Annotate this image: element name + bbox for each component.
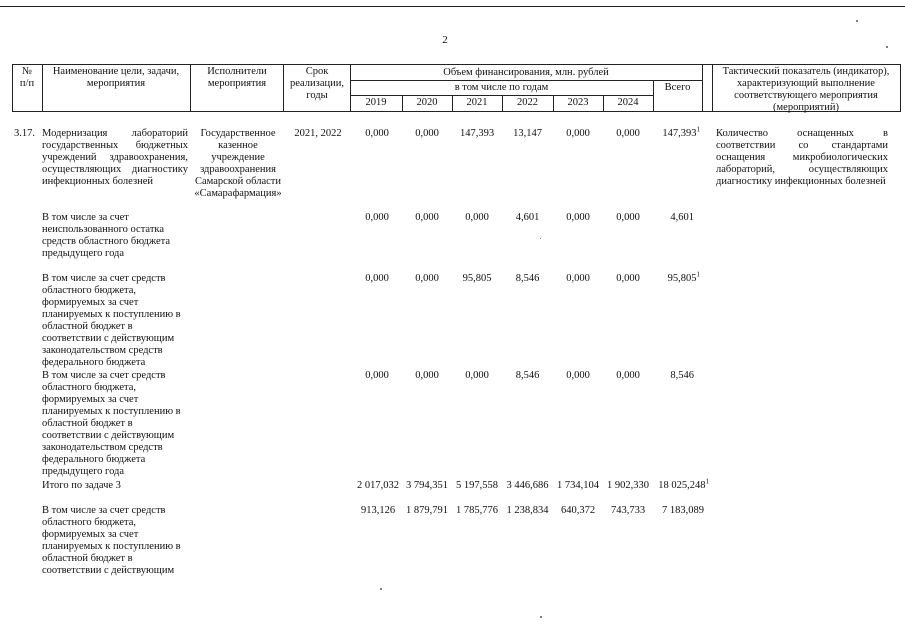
row-name: В том числе за счет средств областного бюджета, формируемых за счет планируемых к поступлению в областной бюджет в соответствии с действующим <box>42 505 181 576</box>
scan-speck <box>540 238 541 239</box>
row-name: Итого по задаче 3 <box>42 480 121 491</box>
header-num: № п/п <box>19 66 35 89</box>
row-indicator: Количество оснащенных в соответствии со стандартами оснащения микробиологических лабораторий, осуществляющих диагностику инфекционных болезней <box>716 128 888 187</box>
value-total: 8,546 <box>670 370 694 381</box>
value-2024: 0,000 <box>616 273 640 284</box>
value-total: 147,393$^1$ <box>662 125 700 139</box>
value-2023: 0,000 <box>566 370 590 381</box>
value-2024: 0,000 <box>616 212 640 223</box>
header-by-years: в том числе по годам <box>454 82 549 93</box>
value-2022: 8,546 <box>515 370 540 381</box>
header-year-2024: 2024 <box>617 97 639 108</box>
value-2021: 95,805 <box>462 273 492 284</box>
value-2023: 0,000 <box>566 273 590 284</box>
header-year-2019: 2019 <box>365 97 387 108</box>
value-2020: 0,000 <box>415 128 439 139</box>
value-2019: 0,000 <box>365 370 389 381</box>
value-2019: 0,000 <box>365 212 389 223</box>
row-name: В том числе за счет неиспользованного остатка средств областного бюджета предыдущего года <box>42 212 171 259</box>
header-name: Наименование цели, задачи, мероприятия <box>52 66 180 89</box>
header-executors: Исполнители мероприятия <box>207 66 267 89</box>
value-2023: 640,372 <box>560 505 596 516</box>
header-term: Срок реализации, годы <box>290 66 344 101</box>
page-number: 2 <box>442 34 448 46</box>
value-2019: 0,000 <box>365 273 389 284</box>
value-2021: 1 785,776 <box>456 505 498 516</box>
value-2019: 913,126 <box>360 505 396 516</box>
value-2023: 1 734,104 <box>557 480 599 491</box>
value-2021: 0,000 <box>465 370 489 381</box>
header-year-2023: 2023 <box>567 97 589 108</box>
value-2022: 8,546 <box>515 273 540 284</box>
header-total: Всего <box>664 82 691 93</box>
value-2022: 3 446,686 <box>506 480 549 491</box>
value-2020: 0,000 <box>415 273 439 284</box>
value-2024: 0,000 <box>616 370 640 381</box>
header-year-2021: 2021 <box>466 97 488 108</box>
value-2020: 3 794,351 <box>406 480 448 491</box>
value-2024: 0,000 <box>616 128 640 139</box>
scan-speck <box>856 20 858 22</box>
scan-speck <box>540 616 542 618</box>
row-name: В том числе за счет средств областного бюджета, формируемых за счет планируемых к поступлению в областной бюджет в соответствии с действующим законодательством средств федерального бюджета <box>42 273 181 368</box>
top-border <box>0 6 905 7</box>
value-total: 4,601 <box>670 212 694 223</box>
value-2021: 147,393 <box>459 128 495 139</box>
scan-speck <box>380 588 382 590</box>
value-2020: 0,000 <box>415 212 439 223</box>
row-executor: Государственное казенное учреждение здравоохранения Самарской области «Самарафармация» <box>194 128 282 199</box>
row-term: 2021, 2022 <box>294 128 342 139</box>
value-2021: 0,000 <box>465 212 489 223</box>
header-volume: Объем финансирования, млн. рублей <box>443 67 609 78</box>
scan-speck <box>886 46 888 48</box>
header-year-2022: 2022 <box>517 97 538 108</box>
value-total: 95,805$^1$ <box>667 270 700 284</box>
value-2020: 0,000 <box>415 370 439 381</box>
header-year-2020: 2020 <box>416 97 438 108</box>
row-name: Модернизация лабораторий государственных бюджетных учреждений здравоохранения, осуществляющих диагностику инфекционных болезней <box>42 128 188 187</box>
value-2024: 1 902,330 <box>607 480 649 491</box>
value-total: 18 025,248$^1$ <box>658 477 709 491</box>
row-num: 3.17. <box>14 128 35 139</box>
value-2020: 1 879,791 <box>406 505 448 516</box>
value-2023: 0,000 <box>566 212 590 223</box>
value-2024: 743,733 <box>610 505 646 516</box>
value-2022: 13,147 <box>513 128 542 139</box>
value-2019: 0,000 <box>365 128 389 139</box>
header-indicator: Тактический показатель (индикатор), характеризующий выполнение соответствующего мероприятия (мероприятий) <box>722 66 890 113</box>
value-total: 7 183,089 <box>662 505 704 516</box>
row-name: В том числе за счет средств областного бюджета, формируемых за счет планируемых к поступлению в областной бюджет в соответствии с действующим законодательством средств федерального бюджета предыдущего года <box>42 370 181 477</box>
value-2022: 4,601 <box>515 212 540 223</box>
value-2021: 5 197,558 <box>456 480 498 491</box>
value-2023: 0,000 <box>566 128 590 139</box>
value-2019: 2 017,032 <box>357 480 399 491</box>
value-2022: 1 238,834 <box>506 505 549 516</box>
